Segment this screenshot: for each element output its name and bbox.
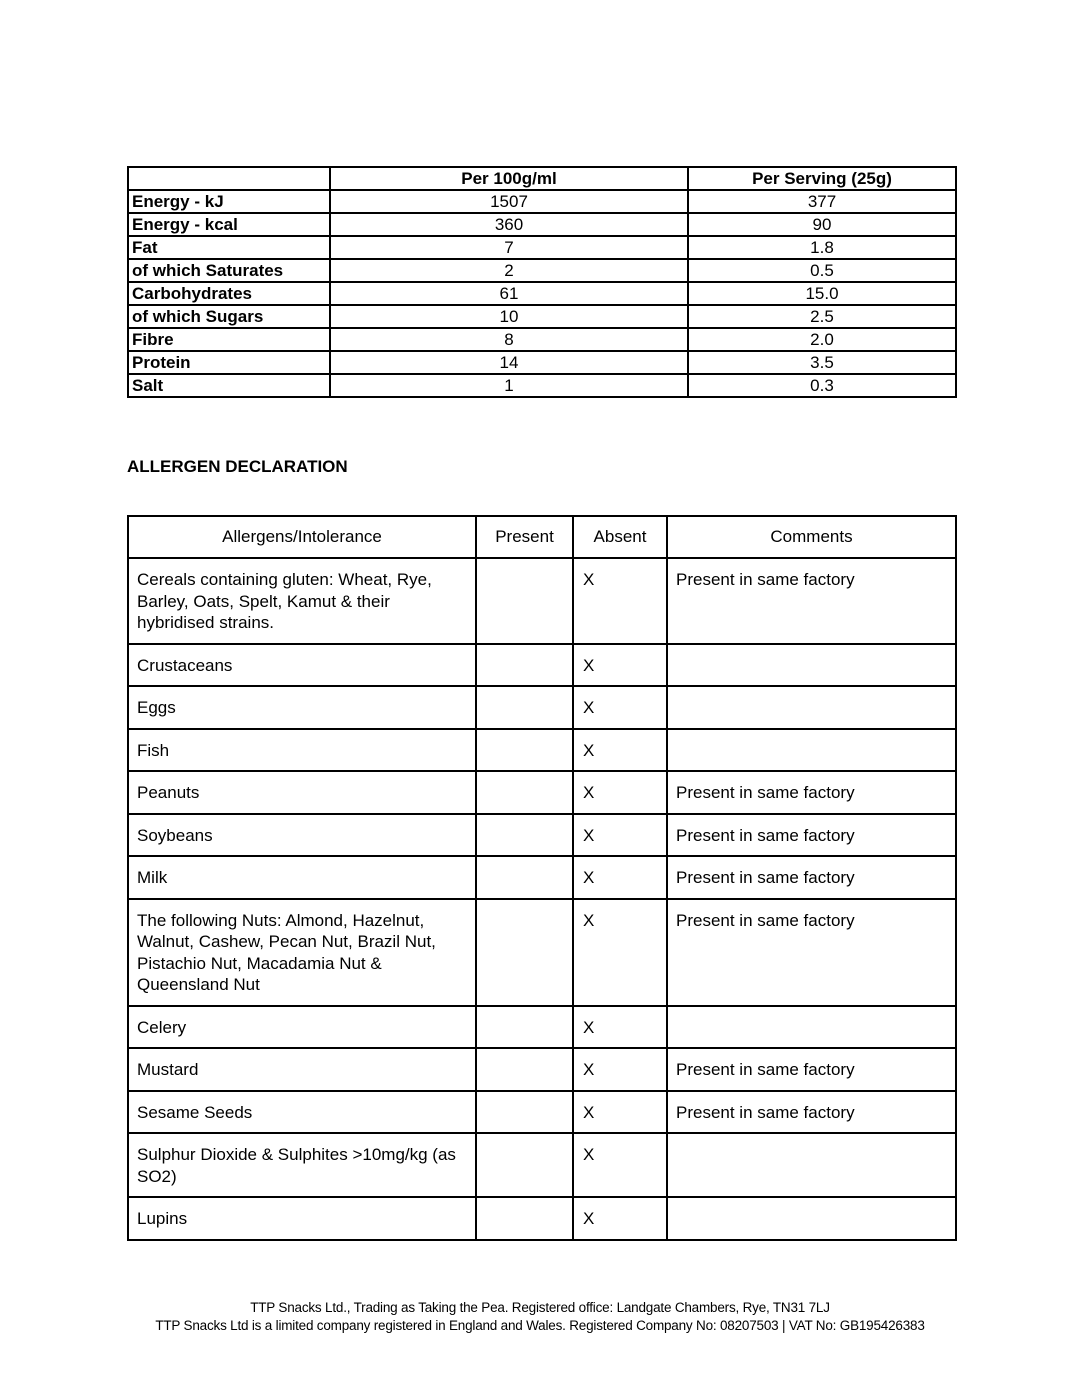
nutrition-table: [127, 166, 957, 398]
allergen-header-name: Allergens/Intolerance: [128, 516, 476, 558]
nutrient-label: Carbohydrates: [128, 282, 330, 305]
nutrition-header-per100: Per 100g/ml: [330, 167, 688, 190]
allergen-comment: Present in same factory: [667, 558, 956, 644]
serving-value: 15.0: [688, 282, 956, 305]
allergen-name: Crustaceans: [128, 644, 476, 687]
absent-mark: X: [573, 1048, 667, 1091]
allergen-row: [128, 856, 956, 899]
nutrition-header-serving: Per Serving (25g): [688, 167, 956, 190]
absent-mark: X: [573, 686, 667, 729]
allergen-name: Cereals containing gluten: Wheat, Rye, Barley, Oats, Spelt, Kamut & their hybridised strains.: [128, 558, 476, 644]
serving-value: 377: [688, 190, 956, 213]
absent-mark: X: [573, 1091, 667, 1134]
allergen-name: Celery: [128, 1006, 476, 1049]
nutrient-label: Energy - kcal: [128, 213, 330, 236]
present-mark: [476, 771, 573, 814]
present-mark: [476, 899, 573, 1006]
serving-value: 0.3: [688, 374, 956, 397]
serving-value: 90: [688, 213, 956, 236]
allergen-comment: Present in same factory: [667, 1048, 956, 1091]
per100-value: 1507: [330, 190, 688, 213]
nutrient-label: Energy - kJ: [128, 190, 330, 213]
footer-line-company-details: TTP Snacks Ltd is a limited company registered in England and Wales. Registered Company No: 08207503 | VAT No: GB195426383: [155, 1318, 925, 1333]
nutrition-row: [128, 351, 956, 374]
allergen-row: [128, 729, 956, 772]
allergen-name: Fish: [128, 729, 476, 772]
per100-value: 10: [330, 305, 688, 328]
present-mark: [476, 814, 573, 857]
serving-value: 1.8: [688, 236, 956, 259]
absent-mark: X: [573, 1133, 667, 1197]
nutrient-label: Protein: [128, 351, 330, 374]
nutrition-row: [128, 213, 956, 236]
present-mark: [476, 1006, 573, 1049]
absent-mark: X: [573, 771, 667, 814]
allergen-header-present: Present: [476, 516, 573, 558]
nutrient-label: Fibre: [128, 328, 330, 351]
allergen-row: [128, 1091, 956, 1134]
page-footer: [0, 1299, 1080, 1335]
allergen-row: [128, 1197, 956, 1240]
nutrition-header-blank: [128, 167, 330, 190]
serving-value: 3.5: [688, 351, 956, 374]
allergen-comment: [667, 686, 956, 729]
allergen-row: [128, 1133, 956, 1197]
serving-value: 2.0: [688, 328, 956, 351]
per100-value: 8: [330, 328, 688, 351]
nutrition-row: [128, 305, 956, 328]
allergen-section-title: ALLERGEN DECLARATION: [127, 457, 348, 476]
absent-mark: X: [573, 558, 667, 644]
nutrient-label: Fat: [128, 236, 330, 259]
allergen-header-absent: Absent: [573, 516, 667, 558]
allergen-header-row: [128, 516, 956, 558]
allergen-row: [128, 771, 956, 814]
allergen-row: [128, 1006, 956, 1049]
absent-mark: X: [573, 1197, 667, 1240]
nutrition-row: [128, 328, 956, 351]
nutrient-label: Salt: [128, 374, 330, 397]
absent-mark: X: [573, 899, 667, 1006]
allergen-name: Eggs: [128, 686, 476, 729]
allergen-name: Peanuts: [128, 771, 476, 814]
present-mark: [476, 856, 573, 899]
allergen-comment: [667, 729, 956, 772]
absent-mark: X: [573, 856, 667, 899]
allergen-comment: [667, 1006, 956, 1049]
present-mark: [476, 1197, 573, 1240]
nutrition-row: [128, 374, 956, 397]
allergen-row: [128, 814, 956, 857]
allergen-comment: Present in same factory: [667, 1091, 956, 1134]
serving-value: 2.5: [688, 305, 956, 328]
present-mark: [476, 558, 573, 644]
present-mark: [476, 1091, 573, 1134]
allergen-name: Soybeans: [128, 814, 476, 857]
nutrition-header-row: [128, 167, 956, 190]
per100-value: 14: [330, 351, 688, 374]
present-mark: [476, 1048, 573, 1091]
per100-value: 1: [330, 374, 688, 397]
allergen-comment: Present in same factory: [667, 771, 956, 814]
allergen-name: Sulphur Dioxide & Sulphites >10mg/kg (as SO2): [128, 1133, 476, 1197]
allergen-name: Mustard: [128, 1048, 476, 1091]
allergen-row: [128, 1048, 956, 1091]
absent-mark: X: [573, 729, 667, 772]
allergen-row: [128, 899, 956, 1006]
per100-value: 2: [330, 259, 688, 282]
nutrition-row: [128, 259, 956, 282]
per100-value: 360: [330, 213, 688, 236]
allergen-table: [127, 515, 957, 1241]
nutrient-label: of which Sugars: [128, 305, 330, 328]
allergen-row: [128, 644, 956, 687]
footer-line-registered-office: TTP Snacks Ltd., Trading as Taking the Pea. Registered office: Landgate Chambers, Rye, TN31 7LJ: [250, 1300, 830, 1315]
allergen-comment: [667, 1197, 956, 1240]
per100-value: 61: [330, 282, 688, 305]
absent-mark: X: [573, 1006, 667, 1049]
allergen-header-comments: Comments: [667, 516, 956, 558]
nutrition-row: [128, 236, 956, 259]
nutrient-label: of which Saturates: [128, 259, 330, 282]
present-mark: [476, 686, 573, 729]
present-mark: [476, 644, 573, 687]
allergen-name: Milk: [128, 856, 476, 899]
allergen-name: Lupins: [128, 1197, 476, 1240]
allergen-comment: [667, 1133, 956, 1197]
allergen-name: Sesame Seeds: [128, 1091, 476, 1134]
serving-value: 0.5: [688, 259, 956, 282]
allergen-row: [128, 686, 956, 729]
per100-value: 7: [330, 236, 688, 259]
allergen-comment: Present in same factory: [667, 899, 956, 1006]
allergen-comment: [667, 644, 956, 687]
allergen-row: [128, 558, 956, 644]
present-mark: [476, 729, 573, 772]
absent-mark: X: [573, 644, 667, 687]
absent-mark: X: [573, 814, 667, 857]
allergen-name: The following Nuts: Almond, Hazelnut, Walnut, Cashew, Pecan Nut, Brazil Nut, Pistachio Nut, Macadamia Nut & Queensland Nut: [128, 899, 476, 1006]
allergen-comment: Present in same factory: [667, 814, 956, 857]
present-mark: [476, 1133, 573, 1197]
allergen-comment: Present in same factory: [667, 856, 956, 899]
nutrition-row: [128, 282, 956, 305]
nutrition-row: [128, 190, 956, 213]
